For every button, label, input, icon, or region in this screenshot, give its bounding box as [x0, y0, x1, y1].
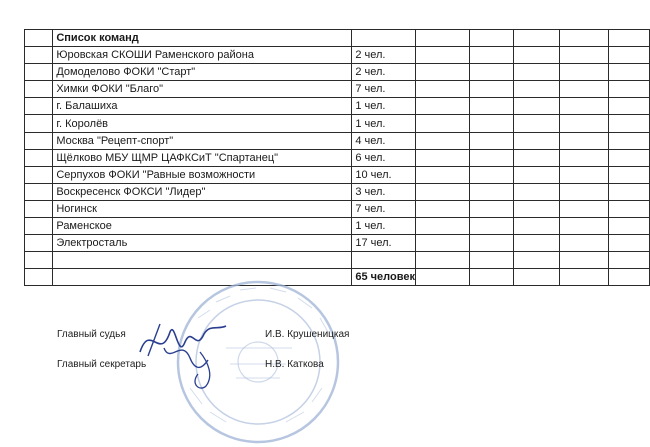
- empty-cell: [560, 235, 609, 252]
- empty-cell: [560, 47, 609, 64]
- empty-cell: [25, 183, 53, 200]
- member-count-cell: 3 чел.: [352, 183, 416, 200]
- empty-cell: [609, 183, 650, 200]
- empty-cell: [470, 30, 514, 47]
- empty-cell: [609, 252, 650, 269]
- member-count-cell: 2 чел.: [352, 47, 416, 64]
- empty-cell: [415, 132, 469, 149]
- empty-cell: [609, 235, 650, 252]
- team-name-cell: Домоделово ФОКИ "Старт": [53, 64, 352, 81]
- empty-cell: [25, 252, 53, 269]
- empty-cell: [560, 30, 609, 47]
- table-row: [25, 252, 650, 269]
- team-name-cell: Юровская СКОШИ Раменского района: [53, 47, 352, 64]
- empty-cell: [609, 64, 650, 81]
- empty-cell: [609, 115, 650, 132]
- team-name-cell: Воскресенск ФОКСИ "Лидер": [53, 183, 352, 200]
- empty-cell: [514, 149, 560, 166]
- empty-cell: [415, 235, 469, 252]
- empty-cell: [609, 47, 650, 64]
- table-row: [25, 149, 650, 166]
- empty-cell: [470, 47, 514, 64]
- empty-cell: [514, 132, 560, 149]
- empty-cell: [415, 115, 469, 132]
- empty-cell: [25, 30, 53, 47]
- empty-cell: [25, 47, 53, 64]
- table-row: [25, 183, 650, 200]
- member-count-cell: 17 чел.: [352, 235, 416, 252]
- empty-cell: [25, 269, 53, 286]
- empty-cell: [25, 166, 53, 183]
- empty-cell: [25, 98, 53, 115]
- team-name-cell: Серпухов ФОКИ "Равные возможности: [53, 166, 352, 183]
- secretary-name: Н.В. Каткова: [265, 359, 324, 370]
- empty-cell: [415, 64, 469, 81]
- empty-cell: [25, 81, 53, 98]
- member-count-cell: 6 чел.: [352, 149, 416, 166]
- table-row: [25, 64, 650, 81]
- team-name-cell: г. Королёв: [53, 115, 352, 132]
- empty-cell: [470, 98, 514, 115]
- empty-cell: [415, 252, 469, 269]
- empty-cell: [609, 81, 650, 98]
- member-count-cell: 1 чел.: [352, 218, 416, 235]
- empty-cell: [609, 149, 650, 166]
- empty-cell: [514, 64, 560, 81]
- member-count-cell: 10 чел.: [352, 166, 416, 183]
- table-row: [25, 235, 650, 252]
- team-name-cell: г. Балашиха: [53, 98, 352, 115]
- team-name-cell: Щёлково МБУ ЩМР ЦАФКСиТ "Спартанец": [53, 149, 352, 166]
- table-row: [25, 132, 650, 149]
- empty-cell: [514, 183, 560, 200]
- empty-cell: [609, 218, 650, 235]
- empty-cell: [352, 30, 416, 47]
- member-count-cell: [352, 252, 416, 269]
- empty-cell: [470, 166, 514, 183]
- table-row: [25, 200, 650, 217]
- member-count-cell: 1 чел.: [352, 115, 416, 132]
- empty-cell: [514, 47, 560, 64]
- empty-cell: [514, 218, 560, 235]
- team-name-cell: Электросталь: [53, 235, 352, 252]
- empty-cell: [415, 218, 469, 235]
- empty-cell: [25, 132, 53, 149]
- empty-cell: [514, 269, 560, 286]
- empty-cell: [25, 115, 53, 132]
- empty-cell: [415, 47, 469, 64]
- empty-cell: [514, 30, 560, 47]
- empty-cell: [415, 149, 469, 166]
- empty-cell: [560, 269, 609, 286]
- empty-cell: [560, 81, 609, 98]
- empty-cell: [560, 64, 609, 81]
- empty-cell: [560, 218, 609, 235]
- member-count-cell: 4 чел.: [352, 132, 416, 149]
- table-row: [25, 218, 650, 235]
- empty-cell: [415, 166, 469, 183]
- empty-cell: [560, 252, 609, 269]
- empty-cell: [25, 218, 53, 235]
- empty-cell: [470, 218, 514, 235]
- empty-cell: [609, 269, 650, 286]
- team-name-cell: Раменское: [53, 218, 352, 235]
- table-row: [25, 115, 650, 132]
- team-name-cell: [53, 252, 352, 269]
- empty-cell: [609, 132, 650, 149]
- empty-cell: [560, 149, 609, 166]
- empty-cell: [415, 30, 469, 47]
- empty-cell: [470, 183, 514, 200]
- empty-cell: [470, 81, 514, 98]
- empty-cell: [470, 115, 514, 132]
- empty-cell: [560, 132, 609, 149]
- empty-cell: [560, 183, 609, 200]
- empty-cell: [470, 132, 514, 149]
- team-list-table: [24, 29, 650, 286]
- member-count-cell: 7 чел.: [352, 200, 416, 217]
- empty-cell: [514, 98, 560, 115]
- empty-cell: [470, 269, 514, 286]
- table-row: [25, 81, 650, 98]
- team-name-cell: Москва "Рецепт-спорт": [53, 132, 352, 149]
- empty-cell: [415, 81, 469, 98]
- member-count-cell: 1 чел.: [352, 98, 416, 115]
- total-count-cell: 65 человек: [352, 269, 416, 286]
- table-header: Список команд: [53, 30, 352, 47]
- empty-cell: [25, 235, 53, 252]
- empty-cell: [560, 98, 609, 115]
- empty-cell: [25, 149, 53, 166]
- empty-cell: [514, 252, 560, 269]
- empty-cell: [25, 64, 53, 81]
- empty-cell: [514, 81, 560, 98]
- table-row: [25, 166, 650, 183]
- judge-signature: [130, 312, 240, 392]
- table-header-row: [25, 30, 650, 47]
- empty-cell: [560, 200, 609, 217]
- empty-cell: [25, 200, 53, 217]
- judge-label: Главный судья: [57, 329, 126, 340]
- judge-name: И.В. Крушеницкая: [265, 329, 350, 340]
- empty-cell: [415, 183, 469, 200]
- table-row: [25, 98, 650, 115]
- empty-cell: [470, 252, 514, 269]
- empty-cell: [470, 200, 514, 217]
- empty-cell: [560, 115, 609, 132]
- empty-cell: [514, 200, 560, 217]
- empty-cell: [514, 166, 560, 183]
- member-count-cell: 2 чел.: [352, 64, 416, 81]
- empty-cell: [609, 166, 650, 183]
- empty-cell: [560, 166, 609, 183]
- empty-cell: [609, 30, 650, 47]
- empty-cell: [514, 235, 560, 252]
- table-row: [25, 47, 650, 64]
- secretary-label: Главный секретарь: [57, 359, 147, 370]
- empty-cell: [470, 235, 514, 252]
- empty-cell: [415, 98, 469, 115]
- empty-cell: [470, 149, 514, 166]
- member-count-cell: 7 чел.: [352, 81, 416, 98]
- empty-cell: [470, 64, 514, 81]
- empty-cell: [415, 200, 469, 217]
- empty-cell: [514, 115, 560, 132]
- team-name-cell: Химки ФОКИ "Благо": [53, 81, 352, 98]
- team-name-cell: Ногинск: [53, 200, 352, 217]
- empty-cell: [415, 269, 469, 286]
- empty-cell: [609, 200, 650, 217]
- empty-cell: [609, 98, 650, 115]
